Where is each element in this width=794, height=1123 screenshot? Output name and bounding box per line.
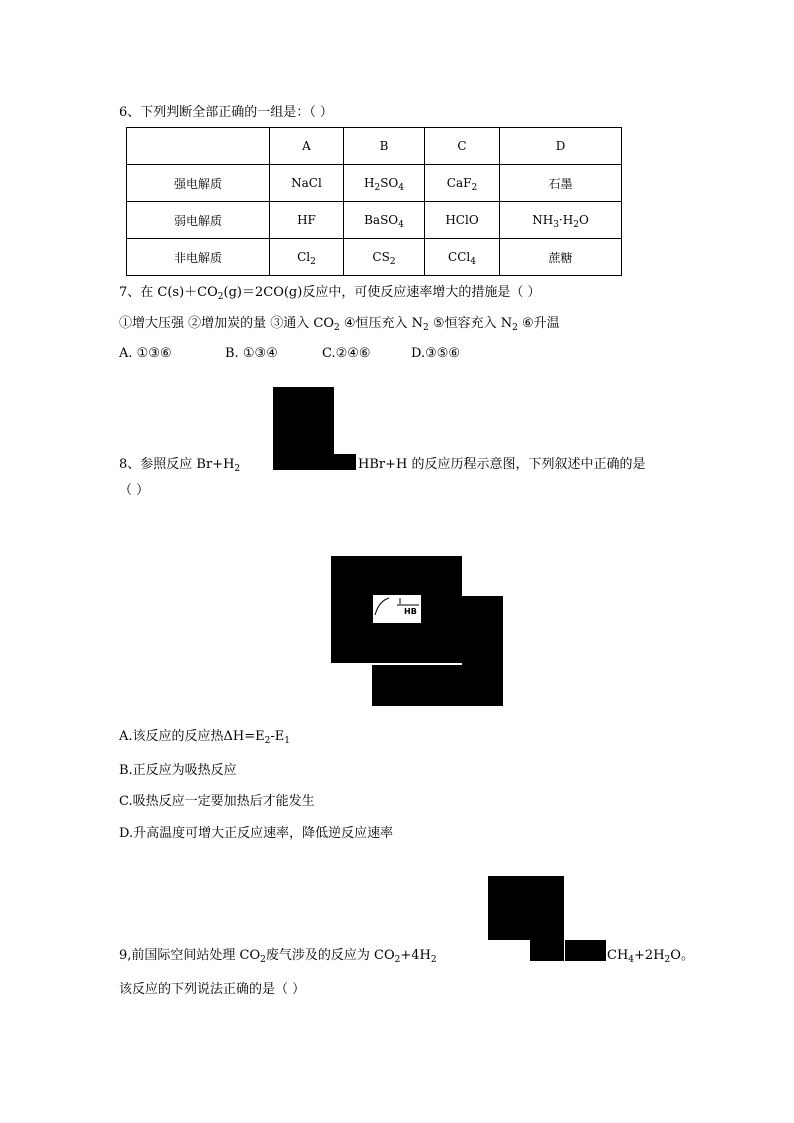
table-row — [127, 165, 622, 202]
q7-measures: ①增大压强 ②增加炭的量 ③通入 $CO_2$ ④恒压充入 $N_2$ ⑤恒容充入 $N_2$ ⑥升温 — [119, 316, 560, 333]
row-label: 强电解质 — [127, 165, 270, 202]
q8-option-a: A.该反应的反应热$\Delta H=E_2-E_1$ — [119, 729, 290, 746]
cell-d: $NH_3\cdot H_2O$ — [500, 202, 622, 239]
q7-option-b: B. ①③④ — [225, 346, 278, 361]
row-label: 弱电解质 — [127, 202, 270, 239]
redacted-catalyst-image-top — [488, 876, 564, 940]
cell-c: CaF$_2$ — [425, 165, 500, 202]
q8-option-d: D.升高温度可增大正反应速率，降低逆反应速率 — [119, 826, 394, 841]
electrolyte-table — [126, 127, 622, 276]
q8-stem-right: HBr+H 的反应历程示意图，下列叙述中正确的是 — [358, 457, 646, 472]
table-header-a: A — [270, 128, 344, 165]
figure-label: HB — [404, 607, 417, 616]
redacted-energy-diagram-c — [372, 665, 503, 706]
table-header-b: B — [344, 128, 425, 165]
q9-stem: 9,前国际空间站处理 $CO_2$废气涉及的反应为 $CO_2+4H_2$ — [119, 948, 437, 965]
row-label: 非电解质 — [127, 239, 270, 276]
cell-d: 石墨 — [500, 165, 622, 202]
cell-b: $H_2SO_4$ — [344, 165, 425, 202]
table-row — [127, 239, 622, 276]
energy-diagram-visible-part — [373, 595, 421, 623]
cell-d: 蔗糖 — [500, 239, 622, 276]
q8-option-b: B.正反应为吸热反应 — [119, 763, 237, 778]
q8-stem-paren: （ ） — [119, 483, 150, 498]
table-header-c: C — [425, 128, 500, 165]
q8-stem-left: 8、参照反应 $Br+H_2$ — [119, 457, 241, 474]
cell-b: $CS_2$ — [344, 239, 425, 276]
q9-stem-line2: 该反应的下列说法正确的是（ ） — [119, 982, 306, 997]
table-header-blank — [127, 128, 270, 165]
q7-option-a: A. ①③⑥ — [119, 346, 172, 361]
q7-option-d: D.③⑤⑥ — [411, 346, 461, 361]
redacted-catalyst-image-right — [565, 940, 606, 961]
cell-a: $Cl_2$ — [270, 239, 344, 276]
q8-option-c: C.吸热反应一定要加热后才能发生 — [119, 794, 315, 809]
cell-a: NaCl — [270, 165, 344, 202]
table-header-d: D — [500, 128, 622, 165]
cell-a: HF — [270, 202, 344, 239]
cell-c: HClO — [425, 202, 500, 239]
q9-products: $CH_4+2H_2O$。 — [607, 948, 694, 965]
table-header-row — [127, 128, 622, 165]
cell-c: CCl$_4$ — [425, 239, 500, 276]
table-row — [127, 202, 622, 239]
q6-stem: 6、下列判断全部正确的一组是：（ ） — [119, 105, 333, 120]
cell-b: BaSO$_4$ — [344, 202, 425, 239]
redacted-arrow-image-bottom — [314, 454, 356, 470]
q7-stem: 7、在 $C(s)+CO_2(g)=2CO(g)$反应中，可使反应速率增大的措施是（ ） — [119, 285, 541, 302]
q7-option-c: C.②④⑥ — [322, 346, 371, 361]
redacted-catalyst-image-mid — [530, 940, 564, 961]
